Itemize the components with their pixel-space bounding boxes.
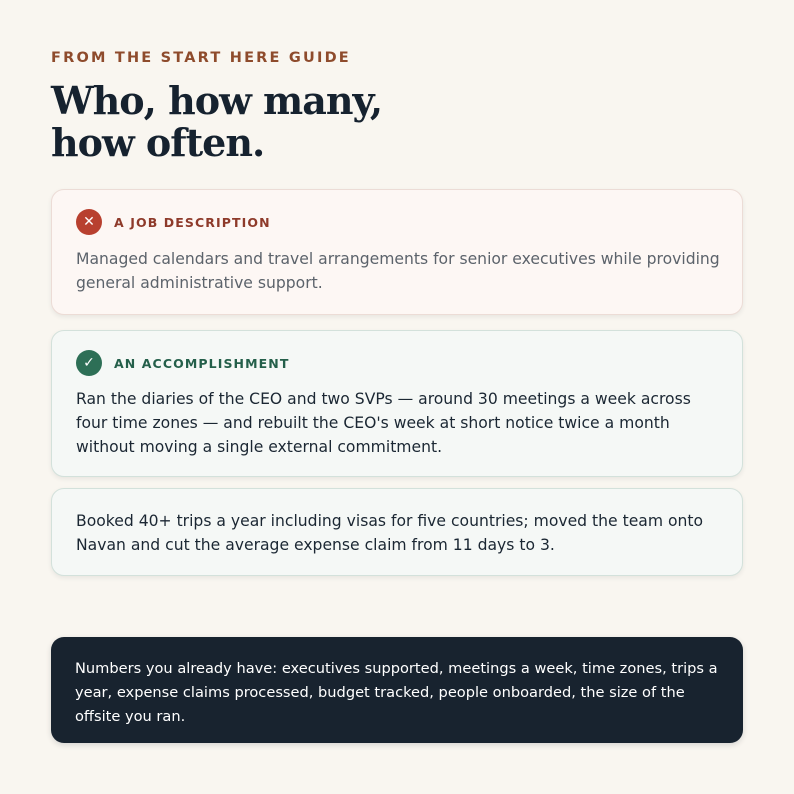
check-icon: ✓ — [76, 350, 102, 376]
job-description-label: A JOB DESCRIPTION — [114, 215, 271, 230]
accomplishment-card — [51, 330, 743, 477]
page-title — [51, 80, 471, 164]
job-description-card — [51, 189, 743, 315]
x-icon: ✕ — [76, 209, 102, 235]
accomplishment-extra-text: Booked 40+ trips a year including visas for five countries; moved the team onto Navan and cut the average expense claim from 11 days to 3. — [76, 512, 704, 554]
accomplishment-text: Ran the diaries of the CEO and two SVPs — around 30 meetings a week across four time zones — and rebuilt the CEO's week at short notice twice a month without moving a single external commitment. — [76, 390, 691, 456]
eyebrow-label: FROM THE START HERE GUIDE — [51, 50, 351, 66]
accomplishment-label: AN ACCOMPLISHMENT — [114, 356, 290, 371]
job-description-text: Managed calendars and travel arrangements for senior executives while providing general administrative support. — [76, 250, 720, 292]
page-title-line-1: Who, how many, — [51, 78, 383, 123]
numbers-note-text: Numbers you already have: executives supported, meetings a week, time zones, trips a year, expense claims processed, budget tracked, people onboarded, the size of the offsite you ran. — [75, 660, 718, 725]
numbers-note — [51, 637, 743, 743]
page-title-line-2: how often. — [51, 120, 265, 165]
accomplishment-extra-card — [51, 488, 743, 576]
